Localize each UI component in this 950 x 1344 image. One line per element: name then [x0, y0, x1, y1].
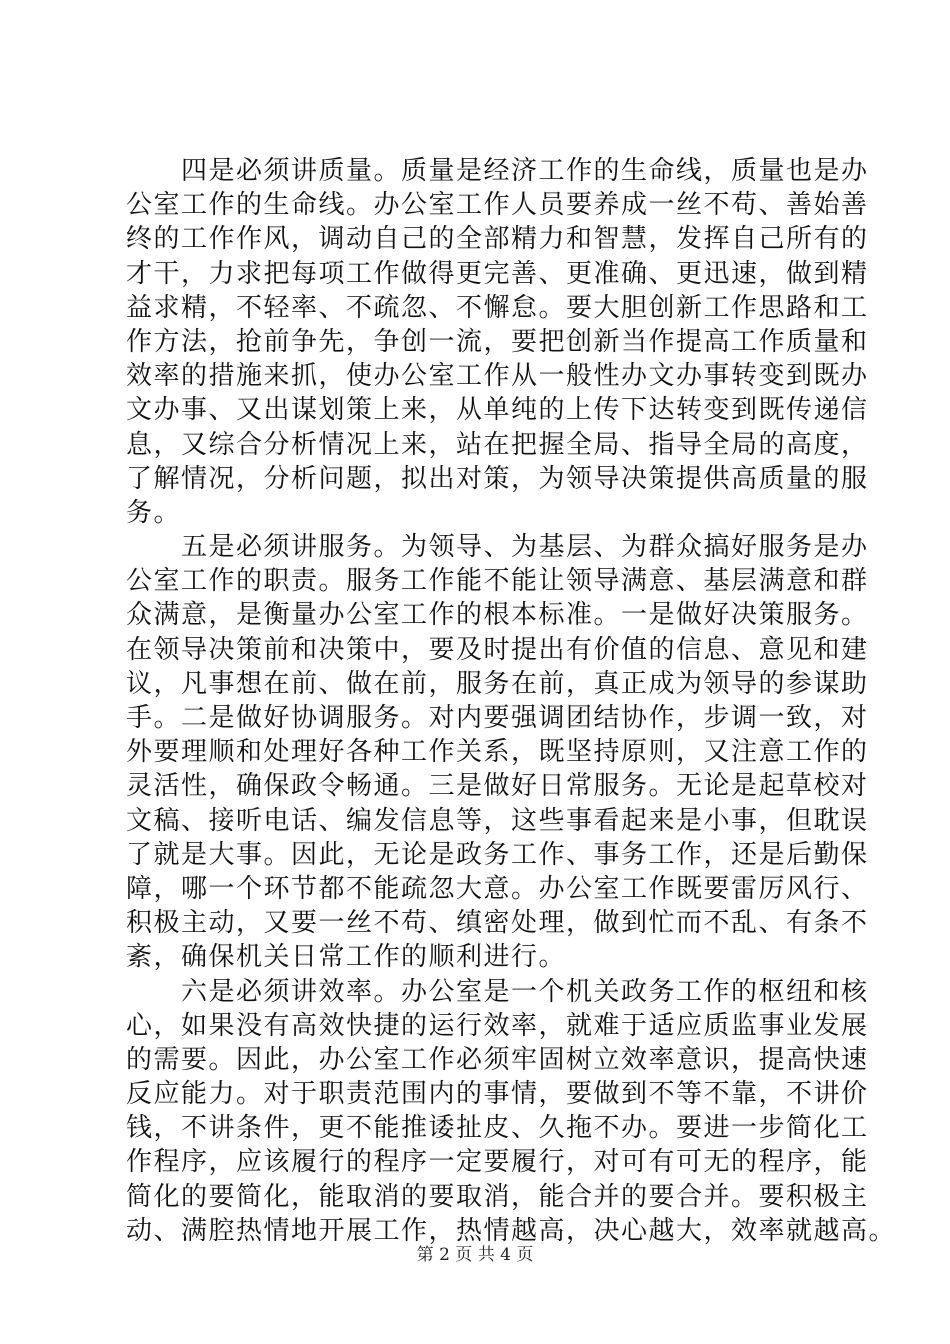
- text-line: 灵活性，确保政令畅通。三是做好日常服务。无论是起草校对: [126, 771, 869, 802]
- text-line: 务。: [126, 497, 182, 528]
- text-line: 四是必须讲质量。质量是经济工作的生命线，质量也是办: [126, 156, 869, 186]
- text-line: 文办事、又出谋划策上来，从单纯的上传下达转变到既传递信: [126, 395, 869, 426]
- text-line: 在领导决策前和决策中，要及时提出有价值的信息、意见和建: [126, 634, 869, 665]
- text-line: 才干，力求把每项工作做得更完善、更准确、更迅速，做到精: [126, 258, 869, 289]
- text-line: 六是必须讲效率。办公室是一个机关政务工作的枢纽和核: [126, 976, 869, 1007]
- text-line: 效率的措施来抓，使办公室工作从一般性办文办事转变到既办: [126, 361, 869, 392]
- text-line: 益求精，不轻率、不疏忽、不懈怠。要大胆创新工作思路和工: [126, 292, 869, 323]
- text-line: 钱，不讲条件，更不能推诿扯皮、久拖不办。要进一步简化工: [126, 1113, 869, 1144]
- document-body: [126, 154, 897, 1248]
- text-line: 障，哪一个环节都不能疏忽大意。办公室工作既要雷厉风行、: [126, 873, 869, 904]
- text-line: 作程序，应该履行的程序一定要履行，对可有可无的程序，能: [126, 1147, 869, 1178]
- text-line: 心，如果没有高效快捷的运行效率，就难于适应质监事业发展: [126, 1010, 869, 1041]
- text-line: 议，凡事想在前、做在前，服务在前，真正成为领导的参谋助: [126, 668, 869, 699]
- text-line: 的需要。因此，办公室工作必须牢固树立效率意识，提高快速: [126, 1044, 869, 1075]
- text-line: 外要理顺和处理好各种工作关系，既坚持原则，又注意工作的: [126, 737, 869, 768]
- page-number-label: 第 2 页 共 4 页: [416, 1245, 534, 1265]
- text-line: 反应能力。对于职责范围内的事情，要做到不等不靠，不讲价: [126, 1079, 869, 1110]
- text-line: 文稿、接听电话、编发信息等，这些事看起来是小事，但耽误: [126, 805, 869, 836]
- text-line: 公室工作的职责。服务工作能不能让领导满意、基层满意和群: [126, 566, 869, 597]
- text-line: 了就是大事。因此，无论是政务工作、事务工作，还是后勤保: [126, 839, 869, 870]
- text-line: 积极主动，又要一丝不苟、缜密处理，做到忙而不乱、有条不: [126, 908, 869, 939]
- text-line: 动、满腔热情地开展工作，热情越高，决心越大，效率就越高。: [126, 1215, 897, 1246]
- text-line: 手。二是做好协调服务。对内要强调团结协作，步调一致，对: [126, 703, 869, 733]
- text-line: 作方法，抢前争先，争创一流，要把创新当作提高工作质量和: [126, 326, 869, 357]
- text-line: 简化的要简化，能取消的要取消，能合并的要合并。要积极主: [126, 1181, 869, 1212]
- paragraph-service: [126, 530, 869, 974]
- paragraph-efficiency: [126, 975, 897, 1249]
- text-line: 公室工作的生命线。办公室工作人员要养成一丝不苟、善始善: [126, 190, 869, 221]
- text-line: 了解情况，分析问题，拟出对策，为领导决策提供高质量的服: [126, 463, 869, 494]
- text-line: 众满意，是衡量办公室工作的根本标准。一是做好决策服务。: [126, 600, 869, 631]
- page-footer: [0, 1244, 950, 1266]
- text-line: 终的工作作风，调动自己的全部精力和智慧，发挥自己所有的: [126, 224, 869, 255]
- text-line: 五是必须讲服务。为领导、为基层、为群众搞好服务是办: [126, 532, 869, 563]
- text-line: 紊，确保机关日常工作的顺利进行。: [126, 942, 567, 973]
- text-line: 息，又综合分析情况上来，站在把握全局、指导全局的高度，: [126, 429, 869, 460]
- paragraph-quality: [126, 154, 869, 530]
